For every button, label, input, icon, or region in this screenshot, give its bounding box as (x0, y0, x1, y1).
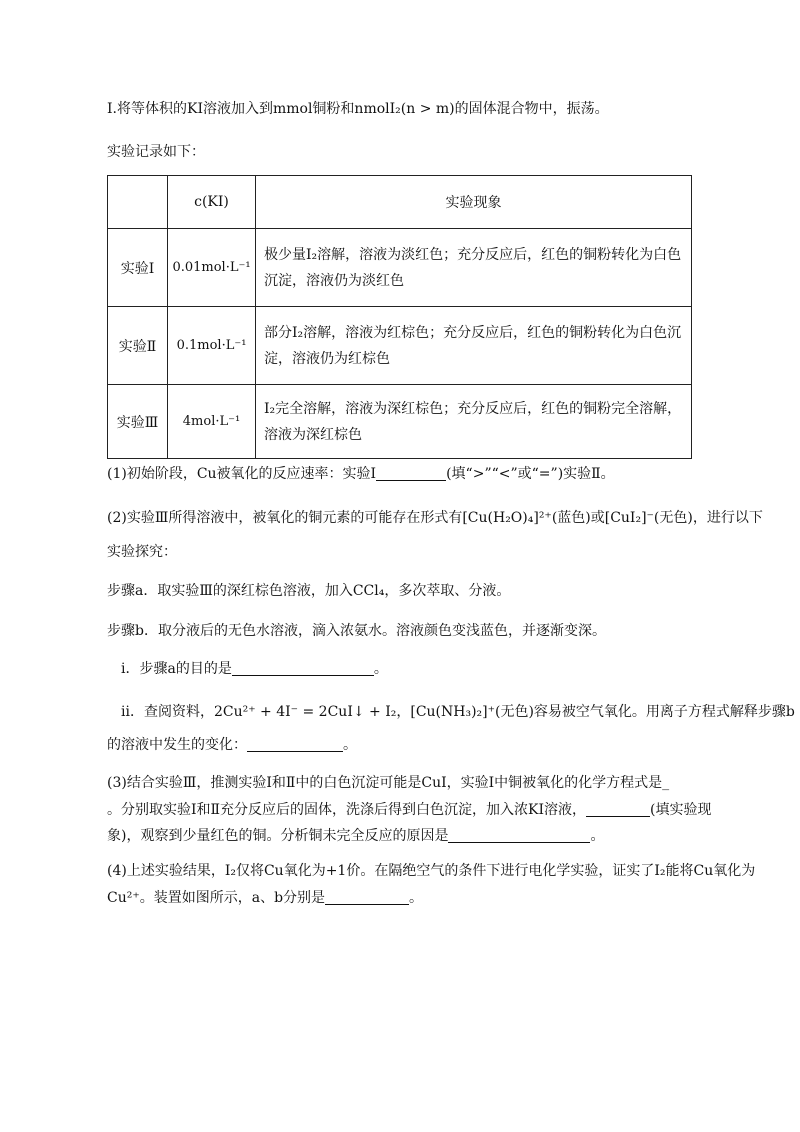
intro-line: I.将等体积的KI溶液加入到mmol铜粉和nmolI₂(n > m)的固体混合物中，振荡。 (107, 101, 609, 117)
question-4-text: Cu²⁺。装置如图所示，a、b分别是 (107, 890, 326, 906)
experiment-table (107, 175, 692, 459)
ki-concentration: 0.01mol·L⁻¹ (168, 229, 256, 307)
record-label: 实验记录如下： (107, 144, 205, 160)
question-4-line-1: (4)上述实验结果，I₂仅将Cu氧化为+1价。在隔绝空气的条件下进行电化学实验，证实了I₂能将Cu氧化为 (107, 863, 756, 879)
table-header-row (108, 176, 692, 229)
experiment-phenomenon: I₂完全溶解，溶液为深红棕色；充分反应后，红色的铜粉完全溶解，溶液为深红棕色 (256, 385, 692, 459)
question-3-line-2 (107, 800, 712, 820)
question-2-ii-line-1: ⅱ．查阅资料，2Cu²⁺ + 4I⁻ = 2CuI↓ + I₂，[Cu(NH₃)₂]⁺(无色)容易被空气氧化。用离子方程式解释步骤b (121, 704, 795, 720)
ki-concentration: 4mol·L⁻¹ (168, 385, 256, 459)
experiment-name: 实验Ⅱ (108, 307, 168, 385)
experiment-phenomenon: 部分I₂溶解，溶液为红棕色；充分反应后，红色的铜粉转化为白色沉淀，溶液仍为红棕色 (256, 307, 692, 385)
question-3-text-d: 。 (590, 828, 605, 844)
step-b: 步骤b．取分液后的无色水溶液，滴入浓氨水。溶液颜色变浅蓝色，并逐渐变深。 (107, 623, 606, 639)
question-2-i (121, 659, 707, 679)
question-2-line-2: 实验探究： (107, 544, 177, 560)
question-1 (107, 464, 707, 484)
question-2-ii-text: 的溶液中发生的变化： (107, 737, 247, 753)
question-3-text-a: 。分别取实验Ⅰ和Ⅱ充分反应后的固体，洗涤后得到白色沉淀，加入浓KI溶液， (107, 802, 587, 818)
question-2-i-text: ⅰ．步骤a的目的是 (121, 661, 232, 677)
question-1-text: (1)初始阶段，Cu被氧化的反应速率：实验Ⅰ (107, 466, 377, 482)
question-3-line-3 (107, 826, 707, 846)
header-cell-phenomenon: 实验现象 (256, 176, 692, 229)
question-2-line-1: (2)实验Ⅲ所得溶液中，被氧化的铜元素的可能存在形式有[Cu(H₂O)₄]²⁺(蓝色)或[CuI₂]⁻(无色)，进行以下 (107, 510, 763, 526)
table-row (108, 229, 692, 307)
question-4-text-end: 。 (409, 890, 424, 906)
experiment-name: 实验Ⅲ (108, 385, 168, 459)
answer-blank-q2ii[interactable] (247, 736, 343, 752)
experiment-phenomenon: 极少量I₂溶解，溶液为淡红色；充分反应后，红色的铜粉转化为白色沉淀，溶液仍为淡红色 (256, 229, 692, 307)
question-4-line-2 (107, 888, 707, 908)
question-2-ii-end: 。 (343, 737, 357, 753)
answer-blank-q2i[interactable] (232, 660, 374, 676)
header-cell-empty (108, 176, 168, 229)
answer-blank-q4[interactable] (325, 889, 409, 905)
table-row (108, 385, 692, 459)
question-1-text-end: (填“>”“<”或“=”)实验Ⅱ。 (446, 466, 615, 482)
question-2-ii-line-2 (107, 735, 707, 755)
step-a: 步骤a．取实验Ⅲ的深红棕色溶液，加入CCl₄，多次萃取、分液。 (107, 583, 511, 599)
question-2-i-end: 。 (373, 661, 388, 677)
table-row (108, 307, 692, 385)
answer-blank-q3-reason[interactable] (448, 827, 590, 843)
question-3-line-1: (3)结合实验Ⅲ，推测实验Ⅰ和Ⅱ中的白色沉淀可能是CuI，实验Ⅰ中铜被氧化的化学方程式是_ (107, 775, 670, 791)
ki-concentration: 0.1mol·L⁻¹ (168, 307, 256, 385)
header-cell-concentration: c(KI) (168, 176, 256, 229)
answer-blank-q1[interactable] (376, 465, 446, 481)
question-3-text-c: 象)，观察到少量红色的铜。分析铜未完全反应的原因是 (107, 828, 449, 844)
answer-blank-q3-phenomenon[interactable] (586, 801, 650, 817)
question-3-text-b: (填实验现 (650, 802, 712, 818)
experiment-name: 实验Ⅰ (108, 229, 168, 307)
